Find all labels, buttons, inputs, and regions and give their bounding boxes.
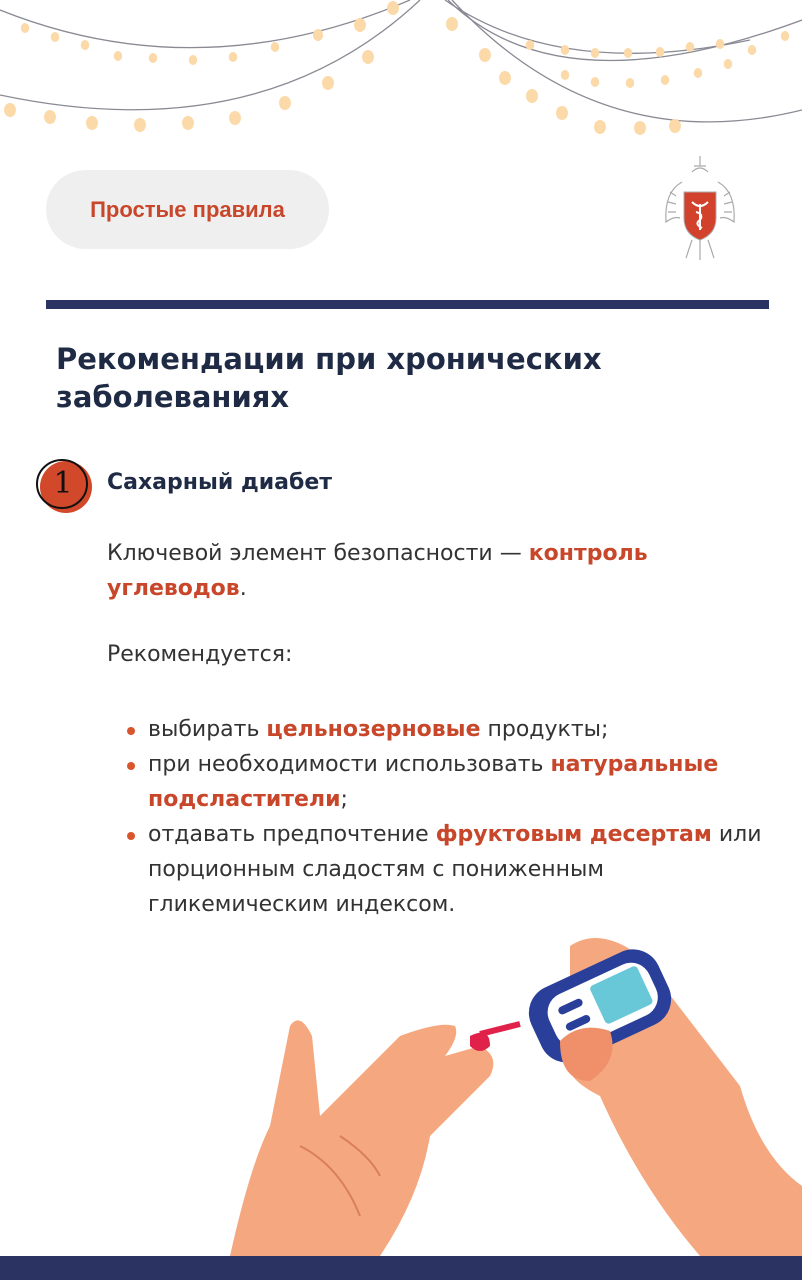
garland-bulb (387, 1, 399, 15)
page-title: Рекомендации при хронических заболеваниях (56, 342, 602, 414)
recommend-label: Рекомендуется: (107, 642, 293, 667)
garland-bulb (561, 70, 570, 80)
garland-bulb (114, 51, 123, 61)
garland-decoration (0, 0, 802, 140)
section-number: 1 (53, 466, 73, 501)
garland-bulb (634, 121, 646, 135)
garland-bulb (446, 17, 458, 31)
divider-bar (46, 300, 769, 309)
garland-bulb (322, 76, 334, 90)
number-badge (34, 456, 96, 518)
intro-text: Ключевой элемент безопасности — (107, 541, 529, 566)
intro-paragraph (107, 536, 777, 606)
list-item (148, 712, 778, 747)
garland-bulb (313, 29, 323, 41)
garland-bulb (661, 75, 670, 85)
garland-bulb (229, 52, 238, 62)
item-text: отдавать предпочтение (148, 822, 436, 847)
garland-bulb (626, 78, 635, 88)
garland-bulb (479, 48, 491, 62)
section-heading: Сахарный диабет (107, 470, 333, 495)
garland-bulb (21, 23, 30, 33)
garland-bulb (44, 110, 56, 124)
garland-bulb (624, 48, 633, 58)
garland-bulb (694, 68, 703, 78)
intro-highlight: контроль углеводов (107, 541, 648, 601)
ministry-emblem-logo (662, 152, 738, 264)
garland-bulb (556, 106, 568, 120)
garland-bulb (526, 89, 538, 103)
garland-bulb (656, 47, 665, 57)
garland-bulb (81, 40, 90, 50)
item-highlight: фруктовым десертам (435, 822, 712, 847)
garland-bulb (189, 55, 198, 65)
garland-bulb (279, 96, 291, 110)
item-highlight: натуральные подсластители (148, 752, 719, 812)
garland-bulb (362, 50, 374, 64)
garland-bulb (716, 39, 725, 49)
garland-bulb (591, 77, 600, 87)
garland-bulb (354, 18, 366, 32)
garland-bulb (686, 42, 695, 52)
glucometer-illustration (0, 926, 802, 1256)
garland-bulb (134, 118, 146, 132)
recommendation-list (148, 712, 778, 922)
garland-bulb (149, 53, 158, 63)
intro-end: . (239, 576, 247, 601)
garland-bulb (51, 32, 60, 42)
garland-bulb (748, 45, 757, 55)
garland-bulb (669, 119, 681, 133)
garland-bulb (526, 40, 535, 50)
item-highlight: цельнозерновые (266, 717, 481, 742)
list-item (148, 817, 778, 922)
item-text-end: продукты; (480, 717, 609, 742)
item-text: при необходимости использовать (148, 752, 551, 777)
garland-bulb (4, 103, 16, 117)
garland-bulb (271, 42, 280, 52)
garland-bulb (594, 120, 606, 134)
garland-bulb (561, 45, 570, 55)
item-text: выбирать (148, 717, 267, 742)
item-text-end: ; (340, 787, 348, 812)
garland-bulb (781, 31, 790, 41)
item-text-end: или порционным сладостям с пониженным гликемическим индексом. (148, 822, 762, 917)
category-tag: Простые правила (46, 170, 329, 249)
garland-bulb (182, 116, 194, 130)
garland-bulb (591, 48, 600, 58)
garland-bulb (499, 71, 511, 85)
garland-bulb (724, 59, 733, 69)
garland-bulb (86, 116, 98, 130)
footer-bar (0, 1256, 802, 1280)
garland-bulb (229, 111, 241, 125)
list-item (148, 747, 778, 817)
